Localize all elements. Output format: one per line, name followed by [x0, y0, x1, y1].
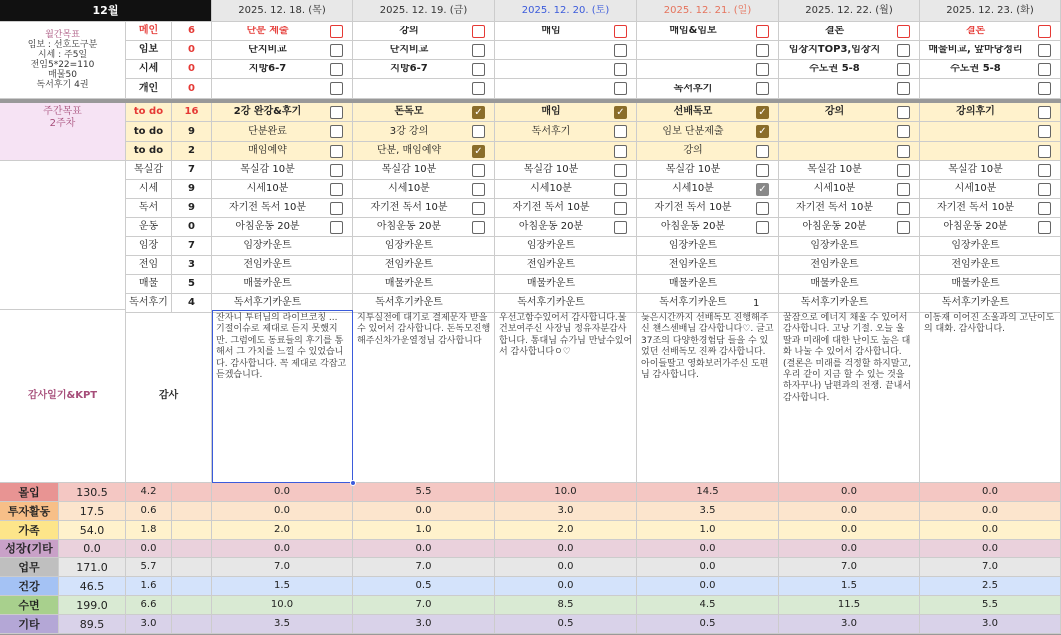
task-checkbox[interactable] [1038, 82, 1051, 95]
stat-average: 4.2 [126, 483, 172, 502]
habit-text: 아침운동 20분 [376, 221, 442, 232]
todo-checkbox[interactable] [472, 125, 485, 138]
main-task-label: 시세 [126, 60, 172, 79]
main-task-checkbox[interactable] [1038, 25, 1051, 38]
task-checkbox[interactable] [330, 82, 343, 95]
habit-label: 시세 [126, 180, 172, 199]
stat-blank [172, 615, 212, 634]
stat-value: 3.0 [495, 502, 637, 521]
habit-cell [495, 256, 637, 275]
habit-text: 자기전 독서 10분 [795, 202, 874, 213]
todo-text: 2강 완강&후기 [233, 106, 302, 117]
habit-text: 임장카운트 [668, 240, 718, 251]
stat-value: 0.0 [212, 540, 353, 558]
habit-text: 자기전 독서 10분 [228, 202, 307, 213]
gratitude-title: 감사일기&KPT [0, 310, 126, 483]
main-task-count: 6 [172, 22, 212, 41]
habit-text: 독서후기카운트 [941, 297, 1010, 308]
stat-name: 성장(기타 [0, 540, 59, 558]
stat-value: 0.0 [637, 558, 779, 577]
habit-text: 시세10분 [954, 183, 997, 194]
stat-total: 17.5 [59, 502, 126, 521]
monthly-goal-line: 시세 : 주5일 [37, 49, 88, 60]
habit-checkbox[interactable] [472, 221, 485, 234]
main-task-checkbox[interactable] [614, 25, 627, 38]
monthly-goals-title: 월간목표 [45, 29, 80, 40]
habit-text: 아침운동 20분 [660, 221, 726, 232]
stat-value: 0.5 [495, 615, 637, 634]
stat-value: 0.0 [353, 502, 495, 521]
todo-text: 매임 [541, 106, 561, 117]
habit-text: 매물카운트 [526, 278, 576, 289]
todo-checkbox[interactable] [330, 106, 343, 119]
stat-value: 0.0 [637, 540, 779, 558]
habit-text: 목실감 10분 [807, 164, 862, 175]
habit-text: 시세10분 [246, 183, 289, 194]
habit-count: 7 [172, 161, 212, 180]
stat-value: 11.5 [779, 596, 920, 615]
habit-text: 매물카운트 [384, 278, 434, 289]
habit-count: 5 [172, 275, 212, 294]
habit-count: 9 [172, 180, 212, 199]
habit-label: 임장 [126, 237, 172, 256]
stat-value: 0.0 [920, 521, 1061, 540]
main-task-text: 강의 [399, 26, 419, 36]
todo-label: to do [126, 142, 172, 161]
stat-value: 1.0 [637, 521, 779, 540]
gratitude-note: 우선고함수있어서 감사합니다.물건보여주신 사장님 정유자분감사합니다. 통대님 슈가님 만날수있어서 감사합니다ㅇ♡ [499, 313, 633, 358]
habit-cell [495, 275, 637, 294]
monthly-goal-line: 전임5*22=110 [30, 59, 95, 70]
task-checkbox[interactable] [1038, 63, 1051, 76]
habit-count: 9 [172, 199, 212, 218]
main-task-text: 지방6-7 [390, 64, 428, 74]
todo-checkbox[interactable] [330, 145, 343, 158]
habit-text: 목실감 10분 [665, 164, 721, 175]
day-header: 2025. 12. 19. (금) [353, 0, 495, 22]
selection-handle[interactable] [350, 480, 356, 486]
stat-total: 130.5 [59, 483, 126, 502]
stat-value: 7.0 [353, 558, 495, 577]
habit-checkbox[interactable] [897, 164, 910, 177]
habit-checkbox[interactable] [614, 183, 627, 196]
weekly-goals-week: 2주차 [49, 118, 76, 129]
todo-checkbox[interactable] [330, 125, 343, 138]
main-task-text: 지방6-7 [248, 64, 287, 74]
todo-checkbox[interactable] [614, 125, 627, 138]
habit-cell [779, 237, 920, 256]
gratitude-label: 감사 [126, 310, 212, 483]
day-header: 2025. 12. 23. (화) [920, 0, 1061, 22]
habit-checkbox[interactable] [897, 221, 910, 234]
stat-name: 업무 [0, 558, 59, 577]
habit-extra-count: 1 [753, 298, 760, 309]
todo-text: 단분완료 [248, 125, 287, 137]
stat-average: 1.8 [126, 521, 172, 540]
main-task-text: 매임 [541, 26, 561, 36]
habit-label: 운동 [126, 218, 172, 237]
main-task-text: 결론 [965, 26, 986, 36]
habit-checkbox[interactable] [472, 183, 485, 196]
habit-checkbox[interactable] [614, 221, 627, 234]
stat-average: 0.0 [126, 540, 172, 558]
habit-text: 시세10분 [388, 183, 430, 194]
stat-blank [172, 502, 212, 521]
gratitude-note: 늦은시간까지 선배독모 진행해주신 챈스센배님 감사합니다♡. 글고 37조의 다양한경험담 들을 수 있었던 선배독모 진짜 감사합니다. 아이들딸고 영화보러가주신 도편님 감사합니다. [641, 313, 774, 381]
habit-cell [353, 237, 495, 256]
todo-checkbox[interactable] [756, 145, 769, 158]
main-task-checkbox[interactable] [472, 25, 485, 38]
stat-value: 4.5 [637, 596, 779, 615]
main-task-label: 개인 [126, 79, 172, 99]
habit-text: 임장카운트 [526, 240, 576, 251]
habit-text: 목실감 10분 [381, 164, 437, 175]
main-task-checkbox[interactable] [756, 25, 769, 38]
stat-name: 투자활동 [0, 502, 59, 521]
task-checkbox[interactable] [472, 44, 485, 57]
todo-text: 강의 [683, 145, 703, 156]
habit-cell [353, 256, 495, 275]
main-task-label: 임보 [126, 41, 172, 60]
task-checkbox[interactable] [472, 82, 485, 95]
stat-name: 건강 [0, 577, 59, 596]
main-task-text: 매임&임보 [669, 26, 717, 36]
stat-value: 3.0 [920, 615, 1061, 634]
todo-checkbox[interactable]: ✓ [756, 125, 769, 138]
stat-value: 0.0 [779, 483, 920, 502]
todo-text: 강의후기 [956, 106, 995, 117]
todo-text: 3강 강의 [389, 125, 429, 137]
habit-text: 아침운동 20분 [943, 221, 1008, 232]
habit-count: 0 [172, 218, 212, 237]
stat-value: 3.0 [779, 615, 920, 634]
todo-checkbox[interactable] [897, 106, 910, 119]
stat-blank [172, 521, 212, 540]
habit-label: 매물 [126, 275, 172, 294]
habit-label: 독서 [126, 199, 172, 218]
todo-checkbox[interactable]: ✓ [614, 106, 627, 119]
habit-cell [212, 237, 353, 256]
habit-label: 독서후기 [126, 294, 172, 313]
todo-text: 돈독모 [394, 106, 424, 117]
stat-value: 0.5 [637, 615, 779, 634]
stat-blank [172, 540, 212, 558]
habit-text: 자기전 독서 10분 [654, 202, 732, 213]
main-task-text: 수도권 5-8 [809, 64, 860, 74]
gratitude-note: 지투실전에 대기로 결제문자 받을 수 있어서 감사합니다. 돈독모진행해주신차가운열정님 감사합니다 [357, 313, 491, 346]
habit-cell [637, 275, 779, 294]
todo-count: 16 [172, 103, 212, 122]
todo-text: 단분, 매임예약 [376, 145, 442, 156]
habit-text: 독서후기카운트 [659, 297, 727, 308]
todo-label: to do [126, 122, 172, 142]
habit-text: 임장카운트 [951, 240, 1000, 251]
stat-average: 5.7 [126, 558, 172, 577]
stat-name: 기타 [0, 615, 59, 634]
habit-text: 시세10분 [672, 183, 714, 194]
habit-cell [779, 275, 920, 294]
task-checkbox[interactable] [897, 63, 910, 76]
habit-checkbox[interactable] [897, 183, 910, 196]
stat-average: 3.0 [126, 615, 172, 634]
todo-checkbox[interactable]: ✓ [756, 106, 769, 119]
habit-text: 시세10분 [813, 183, 856, 194]
habit-cell [637, 256, 779, 275]
habit-text: 임장카운트 [384, 240, 434, 251]
habit-checkbox[interactable] [1038, 164, 1051, 177]
todo-text: 임보 단분제출 [662, 125, 724, 137]
habit-text: 임장카운트 [243, 240, 292, 251]
stat-value: 0.0 [779, 521, 920, 540]
main-task-text: 독서후기 [673, 83, 713, 94]
stat-value: 0.0 [495, 540, 637, 558]
habit-cell [920, 275, 1061, 294]
habit-cell [920, 237, 1061, 256]
stat-average: 1.6 [126, 577, 172, 596]
main-task-label: 메인 [126, 22, 172, 41]
habit-text: 매물카운트 [243, 278, 292, 289]
habit-checkbox[interactable] [614, 202, 627, 215]
todo-text: 강의 [824, 106, 845, 117]
stat-value: 0.0 [495, 577, 637, 596]
main-task-checkbox[interactable] [897, 25, 910, 38]
stat-blank [172, 596, 212, 615]
habit-text: 전임카운트 [668, 259, 718, 270]
stat-value: 10.0 [495, 483, 637, 502]
stat-value: 8.5 [495, 596, 637, 615]
stat-value: 14.5 [637, 483, 779, 502]
todo-checkbox[interactable]: ✓ [472, 145, 485, 158]
stat-average: 0.6 [126, 502, 172, 521]
habit-checkbox[interactable] [330, 183, 343, 196]
todo-text: 선배독모 [673, 106, 713, 117]
stat-value: 0.0 [920, 540, 1061, 558]
habit-text: 시세10분 [530, 183, 572, 194]
stat-name: 가족 [0, 521, 59, 540]
habit-text: 자기전 독서 10분 [512, 202, 590, 213]
monthly-goal-line: 독서후기 4권 [36, 79, 89, 90]
stat-value: 10.0 [212, 596, 353, 615]
habit-cell [353, 275, 495, 294]
habit-text: 전임카운트 [243, 259, 292, 270]
task-checkbox[interactable] [1038, 44, 1051, 57]
habit-text: 목실감 10분 [948, 164, 1003, 175]
todo-count: 9 [172, 122, 212, 142]
stat-blank [172, 558, 212, 577]
habit-text: 매물카운트 [668, 278, 718, 289]
task-checkbox[interactable] [897, 82, 910, 95]
habit-text: 아침운동 20분 [802, 221, 867, 232]
main-task-count: 0 [172, 79, 212, 99]
day-header: 2025. 12. 20. (토) [495, 0, 637, 22]
stat-value: 0.0 [212, 483, 353, 502]
monthly-goal-line: 임보 : 선호도구분 [27, 39, 98, 50]
habit-text: 자기전 독서 10분 [370, 202, 448, 213]
stat-average: 6.6 [126, 596, 172, 615]
habit-label: 전임 [126, 256, 172, 275]
main-task-checkbox[interactable] [330, 25, 343, 38]
stat-value: 1.5 [779, 577, 920, 596]
stat-value: 2.5 [920, 577, 1061, 596]
gratitude-note: 이동재 이어진 소울과의 고난이도의 대화. 감사합니다. [924, 313, 1055, 335]
gratitude-note: 꿀잠으로 에너지 채울 수 있어서 감사합니다. 고낭 기절. 오늘 울 딸과 미래에 대한 난이도 높은 대화 나눌 수 있어서 감사합니다. (결론은 미래를 걱정할 하지말고, 우리 같이 지금 할 수 있는 것을 하자꾸나) 남편과의 전쟁. 끝내서 감사합니다. [783, 313, 911, 403]
habit-text: 독서후기카운트 [233, 297, 302, 308]
habit-cell [495, 237, 637, 256]
stat-value: 1.5 [212, 577, 353, 596]
habit-text: 매물카운트 [810, 278, 859, 289]
habit-label: 목실감 [126, 161, 172, 180]
habit-checkbox[interactable] [472, 164, 485, 177]
habit-checkbox[interactable] [330, 164, 343, 177]
todo-text: 매임예약 [248, 145, 287, 156]
habit-text: 독서후기카운트 [517, 297, 585, 308]
habit-checkbox[interactable] [897, 202, 910, 215]
stat-value: 1.0 [353, 521, 495, 540]
habit-text: 매물카운트 [951, 278, 1000, 289]
gratitude-note: 잔자니 투터님의 라이브코칭 ... 기절이슈로 제대로 듣지 못했지만. 그럼에도 동료들의 후기를 통해서 그 가치를 느낄 수 있었습니다. 감사합니다. 꼭 제대로 각잡고 듣겠습니다. [216, 313, 347, 381]
stat-total: 46.5 [59, 577, 126, 596]
task-checkbox[interactable] [330, 44, 343, 57]
habit-checkbox[interactable]: ✓ [756, 183, 769, 196]
habit-checkbox[interactable] [756, 164, 769, 177]
habit-text: 아침운동 20분 [518, 221, 584, 232]
monthly-goals [0, 22, 126, 99]
habit-cell [637, 237, 779, 256]
stat-value: 3.5 [212, 615, 353, 634]
stat-value: 0.0 [637, 577, 779, 596]
stat-value: 0.0 [779, 540, 920, 558]
todo-checkbox[interactable] [1038, 106, 1051, 119]
stat-value: 5.5 [920, 596, 1061, 615]
task-checkbox[interactable] [897, 44, 910, 57]
task-checkbox[interactable] [614, 63, 627, 76]
stat-value: 0.0 [212, 502, 353, 521]
todo-checkbox[interactable]: ✓ [472, 106, 485, 119]
stat-value: 0.0 [353, 540, 495, 558]
habit-text: 전임카운트 [384, 259, 434, 270]
habit-checkbox[interactable] [1038, 221, 1051, 234]
habit-text: 독서후기카운트 [800, 297, 869, 308]
task-checkbox[interactable] [756, 63, 769, 76]
stat-total: 171.0 [59, 558, 126, 577]
todo-checkbox[interactable] [897, 125, 910, 138]
habit-group [0, 161, 126, 310]
habit-text: 목실감 10분 [240, 164, 295, 175]
main-task-text: 매물비교, 앞마당정리 [928, 45, 1023, 55]
stat-value: 7.0 [212, 558, 353, 577]
main-task-text: 단지비교 [248, 45, 287, 55]
habit-checkbox[interactable] [756, 202, 769, 215]
task-checkbox[interactable] [330, 63, 343, 76]
todo-checkbox[interactable] [1038, 125, 1051, 138]
day-header: 2025. 12. 21. (일) [637, 0, 779, 22]
main-task-text: 단지비교 [389, 45, 429, 55]
habit-checkbox[interactable] [1038, 183, 1051, 196]
stat-value: 7.0 [920, 558, 1061, 577]
todo-checkbox[interactable] [614, 145, 627, 158]
todo-checkbox[interactable] [897, 145, 910, 158]
stat-value: 3.5 [637, 502, 779, 521]
day-header: 2025. 12. 22. (월) [779, 0, 920, 22]
day-header: 2025. 12. 18. (목) [212, 0, 353, 22]
stat-total: 54.0 [59, 521, 126, 540]
habit-checkbox[interactable] [614, 164, 627, 177]
habit-cell [920, 256, 1061, 275]
todo-label: to do [126, 103, 172, 122]
task-checkbox[interactable] [472, 63, 485, 76]
habit-cell [212, 256, 353, 275]
main-task-text: 수도권 5-8 [950, 64, 1001, 74]
stat-value: 3.0 [353, 615, 495, 634]
habit-text: 아침운동 20분 [235, 221, 300, 232]
habit-count: 7 [172, 237, 212, 256]
habit-text: 전임카운트 [951, 259, 1000, 270]
stat-value: 7.0 [353, 596, 495, 615]
habit-checkbox[interactable] [472, 202, 485, 215]
month-header: 12월 [0, 0, 212, 22]
habit-checkbox[interactable] [756, 221, 769, 234]
habit-text: 목실감 10분 [523, 164, 579, 175]
task-checkbox[interactable] [756, 82, 769, 95]
stat-blank [172, 483, 212, 502]
main-task-count: 0 [172, 60, 212, 79]
monthly-goal-line: 매물50 [48, 69, 77, 80]
main-task-text: 단분 제출 [246, 26, 289, 36]
stat-value: 0.0 [920, 483, 1061, 502]
habit-text: 자기전 독서 10분 [936, 202, 1015, 213]
todo-count: 2 [172, 142, 212, 161]
weekly-goals [0, 103, 126, 161]
weekly-goals-title: 주간목표 [43, 106, 82, 117]
stat-value: 0.5 [353, 577, 495, 596]
stat-total: 89.5 [59, 615, 126, 634]
habit-text: 독서후기카운트 [375, 297, 443, 308]
task-checkbox[interactable] [614, 44, 627, 57]
habit-count: 3 [172, 256, 212, 275]
stat-value: 5.5 [353, 483, 495, 502]
habit-cell [212, 275, 353, 294]
habit-checkbox[interactable] [330, 202, 343, 215]
habit-cell [779, 256, 920, 275]
stat-total: 199.0 [59, 596, 126, 615]
todo-checkbox[interactable] [1038, 145, 1051, 158]
main-task-text: 임장지TOP3,임장지 [788, 45, 881, 55]
habit-count: 4 [172, 294, 212, 313]
stat-value: 0.0 [920, 502, 1061, 521]
stat-name: 몰입 [0, 483, 59, 502]
stat-total: 0.0 [59, 540, 126, 558]
main-task-count: 0 [172, 41, 212, 60]
stat-value: 2.0 [212, 521, 353, 540]
stat-value: 0.0 [779, 502, 920, 521]
main-task-text: 결론 [824, 26, 845, 36]
stat-value: 7.0 [779, 558, 920, 577]
todo-text: 독서후기 [531, 125, 571, 137]
task-checkbox[interactable] [614, 82, 627, 95]
habit-text: 전임카운트 [810, 259, 859, 270]
habit-text: 전임카운트 [526, 259, 576, 270]
habit-checkbox[interactable] [1038, 202, 1051, 215]
habit-checkbox[interactable] [330, 221, 343, 234]
stat-blank [172, 577, 212, 596]
habit-text: 임장카운트 [810, 240, 859, 251]
stat-value: 2.0 [495, 521, 637, 540]
stat-name: 수면 [0, 596, 59, 615]
stat-value: 0.0 [495, 558, 637, 577]
task-checkbox[interactable] [756, 44, 769, 57]
